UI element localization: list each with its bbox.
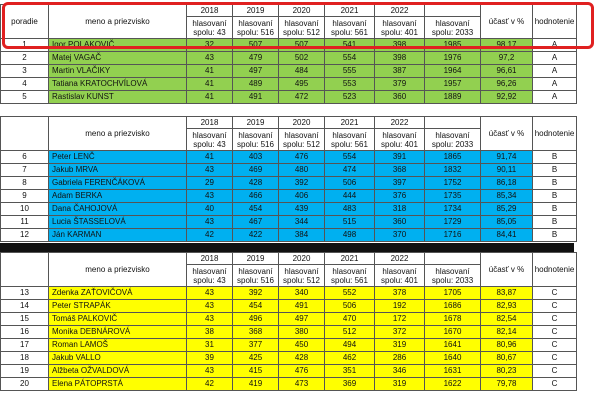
cell-grade: C <box>533 287 577 300</box>
cell-v2021: 506 <box>325 300 375 313</box>
cell-total: 1957 <box>425 78 481 91</box>
table-row <box>1 378 577 391</box>
cell-total: 1865 <box>425 151 481 164</box>
cell-v2021: 541 <box>325 39 375 52</box>
cell-rank: 7 <box>1 164 49 177</box>
cell-v2019: 489 <box>233 78 279 91</box>
cell-total: 1678 <box>425 313 481 326</box>
header-total-blank <box>425 5 481 17</box>
cell-v2022: 172 <box>375 313 425 326</box>
cell-v2019: 403 <box>233 151 279 164</box>
cell-rank: 17 <box>1 339 49 352</box>
header-hlasovani-1: hlasovaní spolu: 43 <box>187 17 233 39</box>
cell-ucast: 86,18 <box>481 177 533 190</box>
cell-grade: A <box>533 65 577 78</box>
header-total-blank <box>425 253 481 265</box>
cell-ucast: 80,67 <box>481 352 533 365</box>
cell-total: 1716 <box>425 229 481 242</box>
table-row <box>1 300 577 313</box>
cell-rank: 14 <box>1 300 49 313</box>
cell-v2018: 41 <box>187 91 233 104</box>
cell-v2021: 351 <box>325 365 375 378</box>
cell-v2018: 39 <box>187 352 233 365</box>
cell-v2020: 406 <box>279 190 325 203</box>
cell-v2018: 38 <box>187 326 233 339</box>
cell-v2020: 480 <box>279 164 325 177</box>
cell-v2020: 497 <box>279 313 325 326</box>
cell-v2019: 496 <box>233 313 279 326</box>
cell-v2021: 444 <box>325 190 375 203</box>
cell-grade: C <box>533 352 577 365</box>
table-row <box>1 287 577 300</box>
header-hlasovani-4: hlasovaní spolu: 561 <box>325 129 375 151</box>
cell-rank: 5 <box>1 91 49 104</box>
header-year-2021: 2021 <box>325 117 375 129</box>
cell-v2018: 42 <box>187 229 233 242</box>
header-hlasovani-3: hlasovaní spolu: 512 <box>279 17 325 39</box>
table-row <box>1 78 577 91</box>
header-year-2019: 2019 <box>233 5 279 17</box>
cell-total: 1976 <box>425 52 481 65</box>
cell-rank: 3 <box>1 65 49 78</box>
cell-v2021: 554 <box>325 52 375 65</box>
table-row <box>1 313 577 326</box>
cell-rank: 8 <box>1 177 49 190</box>
cell-name: Matej VAGAČ <box>49 52 187 65</box>
cell-grade: B <box>533 229 577 242</box>
header-ucast: účasť v % <box>481 117 533 151</box>
cell-v2022: 379 <box>375 78 425 91</box>
cell-grade: C <box>533 313 577 326</box>
cell-grade: A <box>533 91 577 104</box>
cell-v2019: 491 <box>233 91 279 104</box>
cell-ucast: 85,34 <box>481 190 533 203</box>
cell-v2020: 476 <box>279 365 325 378</box>
cell-rank: 9 <box>1 190 49 203</box>
cell-rank: 15 <box>1 313 49 326</box>
table-row <box>1 365 577 378</box>
cell-v2019: 466 <box>233 190 279 203</box>
header-poradie: poradie <box>1 5 49 39</box>
table-group-2 <box>0 116 577 242</box>
cell-total: 1631 <box>425 365 481 378</box>
cell-v2020: 502 <box>279 52 325 65</box>
header-year-2022: 2022 <box>375 117 425 129</box>
cell-rank: 10 <box>1 203 49 216</box>
cell-v2021: 483 <box>325 203 375 216</box>
header-poradie <box>1 117 49 151</box>
cell-total: 1670 <box>425 326 481 339</box>
cell-rank: 4 <box>1 78 49 91</box>
cell-v2019: 425 <box>233 352 279 365</box>
cell-name: Tatiana KRATOCHVÍLOVÁ <box>49 78 187 91</box>
header-hodnotenie: hodnotenie <box>533 5 577 39</box>
header-year-2020: 2020 <box>279 5 325 17</box>
cell-name: Rastislav KUNST <box>49 91 187 104</box>
cell-v2022: 360 <box>375 216 425 229</box>
cell-ucast: 83,87 <box>481 287 533 300</box>
cell-grade: A <box>533 78 577 91</box>
header-year-2020: 2020 <box>279 253 325 265</box>
cell-v2019: 454 <box>233 300 279 313</box>
cell-ucast: 84,41 <box>481 229 533 242</box>
header-meno: meno a priezvisko <box>49 253 187 287</box>
header-meno: meno a priezvisko <box>49 5 187 39</box>
cell-rank: 19 <box>1 365 49 378</box>
cell-rank: 13 <box>1 287 49 300</box>
cell-ucast: 85,05 <box>481 216 533 229</box>
cell-ucast: 79,78 <box>481 378 533 391</box>
cell-v2018: 29 <box>187 177 233 190</box>
cell-v2021: 369 <box>325 378 375 391</box>
cell-v2020: 380 <box>279 326 325 339</box>
cell-name: Jakub VALLO <box>49 352 187 365</box>
table-row <box>1 326 577 339</box>
cell-ucast: 80,96 <box>481 339 533 352</box>
header-hlasovani-2: hlasovaní spolu: 516 <box>233 265 279 287</box>
table-row <box>1 352 577 365</box>
header-year-2021: 2021 <box>325 5 375 17</box>
cell-v2021: 554 <box>325 151 375 164</box>
cell-v2018: 41 <box>187 65 233 78</box>
header-hlasovani-4: hlasovaní spolu: 561 <box>325 17 375 39</box>
cell-v2022: 391 <box>375 151 425 164</box>
cell-v2022: 346 <box>375 365 425 378</box>
cell-v2021: 470 <box>325 313 375 326</box>
cell-rank: 12 <box>1 229 49 242</box>
header-year-2018: 2018 <box>187 253 233 265</box>
cell-total: 1752 <box>425 177 481 190</box>
header-hlasovani-6: hlasovaní spolu: 2033 <box>425 265 481 287</box>
cell-name: Roman LAMOŠ <box>49 339 187 352</box>
cell-grade: B <box>533 190 577 203</box>
header-hlasovani-4: hlasovaní spolu: 561 <box>325 265 375 287</box>
table-row <box>1 65 577 78</box>
cell-v2020: 476 <box>279 151 325 164</box>
header-year-2022: 2022 <box>375 253 425 265</box>
cell-total: 1985 <box>425 39 481 52</box>
table-row <box>1 91 577 104</box>
cell-v2019: 469 <box>233 164 279 177</box>
header-hodnotenie: hodnotenie <box>533 117 577 151</box>
cell-v2020: 484 <box>279 65 325 78</box>
cell-v2019: 392 <box>233 287 279 300</box>
cell-ucast: 91,74 <box>481 151 533 164</box>
cell-name: Martin VLAČIKY <box>49 65 187 78</box>
cell-v2021: 474 <box>325 164 375 177</box>
header-hlasovani-3: hlasovaní spolu: 512 <box>279 265 325 287</box>
cell-v2022: 368 <box>375 164 425 177</box>
cell-ucast: 82,93 <box>481 300 533 313</box>
cell-v2020: 392 <box>279 177 325 190</box>
cell-total: 1832 <box>425 164 481 177</box>
cell-grade: C <box>533 300 577 313</box>
cell-v2018: 43 <box>187 164 233 177</box>
cell-v2018: 43 <box>187 190 233 203</box>
group-separator <box>0 243 574 252</box>
cell-v2018: 43 <box>187 313 233 326</box>
cell-v2022: 376 <box>375 190 425 203</box>
cell-name: Dana ČAHOJOVÁ <box>49 203 187 216</box>
header-hlasovani-1: hlasovaní spolu: 43 <box>187 129 233 151</box>
header-hlasovani-5: hlasovaní spolu: 401 <box>375 129 425 151</box>
cell-name: Lucia ŠTASSELOVÁ <box>49 216 187 229</box>
table-row <box>1 339 577 352</box>
table-row <box>1 164 577 177</box>
header-year-2019: 2019 <box>233 253 279 265</box>
cell-v2022: 378 <box>375 287 425 300</box>
cell-ucast: 80,23 <box>481 365 533 378</box>
header-hlasovani-3: hlasovaní spolu: 512 <box>279 129 325 151</box>
header-hlasovani-2: hlasovaní spolu: 516 <box>233 17 279 39</box>
table-group-3 <box>0 252 577 391</box>
cell-rank: 20 <box>1 378 49 391</box>
cell-v2018: 32 <box>187 39 233 52</box>
cell-ucast: 98,17 <box>481 39 533 52</box>
cell-ucast: 96,26 <box>481 78 533 91</box>
cell-name: Alžbeta OŽVALDOVÁ <box>49 365 187 378</box>
table-row <box>1 190 577 203</box>
cell-v2019: 497 <box>233 65 279 78</box>
cell-grade: B <box>533 151 577 164</box>
cell-rank: 18 <box>1 352 49 365</box>
cell-v2020: 507 <box>279 39 325 52</box>
cell-v2018: 41 <box>187 151 233 164</box>
cell-ucast: 97,2 <box>481 52 533 65</box>
header-year-2019: 2019 <box>233 117 279 129</box>
cell-v2022: 360 <box>375 91 425 104</box>
header-year-2018: 2018 <box>187 117 233 129</box>
cell-total: 1889 <box>425 91 481 104</box>
cell-total: 1640 <box>425 352 481 365</box>
cell-total: 1729 <box>425 216 481 229</box>
header-poradie <box>1 253 49 287</box>
cell-v2020: 450 <box>279 339 325 352</box>
cell-v2022: 192 <box>375 300 425 313</box>
cell-v2020: 428 <box>279 352 325 365</box>
cell-v2021: 515 <box>325 216 375 229</box>
cell-v2018: 43 <box>187 52 233 65</box>
cell-ucast: 92,92 <box>481 91 533 104</box>
table-row <box>1 151 577 164</box>
cell-total: 1734 <box>425 203 481 216</box>
cell-rank: 6 <box>1 151 49 164</box>
cell-v2018: 42 <box>187 378 233 391</box>
header-year-2022: 2022 <box>375 5 425 17</box>
cell-v2018: 40 <box>187 203 233 216</box>
header-year-2021: 2021 <box>325 253 375 265</box>
cell-v2022: 398 <box>375 52 425 65</box>
cell-v2019: 368 <box>233 326 279 339</box>
cell-v2020: 491 <box>279 300 325 313</box>
table-row <box>1 216 577 229</box>
table-row <box>1 52 577 65</box>
header-hodnotenie: hodnotenie <box>533 253 577 287</box>
cell-name: Elena PÁTOPRSTÁ <box>49 378 187 391</box>
cell-v2020: 495 <box>279 78 325 91</box>
cell-total: 1964 <box>425 65 481 78</box>
cell-v2019: 419 <box>233 378 279 391</box>
cell-grade: B <box>533 177 577 190</box>
cell-v2020: 472 <box>279 91 325 104</box>
cell-v2021: 555 <box>325 65 375 78</box>
header-hlasovani-1: hlasovaní spolu: 43 <box>187 265 233 287</box>
cell-grade: B <box>533 203 577 216</box>
cell-ucast: 96,61 <box>481 65 533 78</box>
cell-v2018: 43 <box>187 216 233 229</box>
cell-v2022: 398 <box>375 39 425 52</box>
cell-v2022: 286 <box>375 352 425 365</box>
cell-total: 1735 <box>425 190 481 203</box>
cell-v2020: 473 <box>279 378 325 391</box>
cell-v2019: 507 <box>233 39 279 52</box>
header-hlasovani-5: hlasovaní spolu: 401 <box>375 17 425 39</box>
cell-v2019: 415 <box>233 365 279 378</box>
header-year-2018: 2018 <box>187 5 233 17</box>
cell-v2021: 462 <box>325 352 375 365</box>
cell-name: Peter LENČ <box>49 151 187 164</box>
cell-v2022: 370 <box>375 229 425 242</box>
cell-v2022: 397 <box>375 177 425 190</box>
cell-name: Tomáš PALKOVIČ <box>49 313 187 326</box>
cell-ucast: 90,11 <box>481 164 533 177</box>
cell-v2020: 384 <box>279 229 325 242</box>
cell-rank: 2 <box>1 52 49 65</box>
cell-v2021: 512 <box>325 326 375 339</box>
cell-v2019: 422 <box>233 229 279 242</box>
cell-name: Adam BERKA <box>49 190 187 203</box>
table-row <box>1 39 577 52</box>
cell-v2019: 479 <box>233 52 279 65</box>
cell-v2022: 319 <box>375 339 425 352</box>
cell-v2021: 553 <box>325 78 375 91</box>
cell-v2021: 506 <box>325 177 375 190</box>
cell-grade: C <box>533 365 577 378</box>
cell-v2022: 387 <box>375 65 425 78</box>
cell-v2021: 498 <box>325 229 375 242</box>
cell-v2018: 43 <box>187 287 233 300</box>
cell-rank: 1 <box>1 39 49 52</box>
cell-total: 1705 <box>425 287 481 300</box>
cell-name: Peter STRAPÁK <box>49 300 187 313</box>
cell-name: Zdenka ZAŤOVIČOVÁ <box>49 287 187 300</box>
header-ucast: účasť v % <box>481 253 533 287</box>
cell-v2021: 552 <box>325 287 375 300</box>
cell-v2020: 340 <box>279 287 325 300</box>
header-meno: meno a priezvisko <box>49 117 187 151</box>
cell-grade: A <box>533 39 577 52</box>
cell-ucast: 82,14 <box>481 326 533 339</box>
cell-total: 1622 <box>425 378 481 391</box>
cell-v2019: 377 <box>233 339 279 352</box>
cell-v2021: 494 <box>325 339 375 352</box>
cell-name: Ján KARMAN <box>49 229 187 242</box>
table-row <box>1 229 577 242</box>
cell-name: Igor POLAKOVIČ <box>49 39 187 52</box>
header-total-blank <box>425 117 481 129</box>
cell-v2018: 43 <box>187 300 233 313</box>
header-hlasovani-6: hlasovaní spolu: 2033 <box>425 129 481 151</box>
cell-rank: 11 <box>1 216 49 229</box>
table-row <box>1 203 577 216</box>
cell-name: Gabriela FERENČÁKOVÁ <box>49 177 187 190</box>
cell-v2022: 319 <box>375 378 425 391</box>
cell-grade: A <box>533 52 577 65</box>
cell-total: 1686 <box>425 300 481 313</box>
header-hlasovani-2: hlasovaní spolu: 516 <box>233 129 279 151</box>
cell-v2022: 318 <box>375 203 425 216</box>
cell-v2020: 439 <box>279 203 325 216</box>
cell-name: Monika DEBNÁROVÁ <box>49 326 187 339</box>
cell-v2021: 523 <box>325 91 375 104</box>
cell-v2022: 372 <box>375 326 425 339</box>
cell-ucast: 82,54 <box>481 313 533 326</box>
cell-grade: C <box>533 326 577 339</box>
cell-grade: C <box>533 339 577 352</box>
cell-grade: B <box>533 216 577 229</box>
cell-total: 1641 <box>425 339 481 352</box>
cell-v2019: 454 <box>233 203 279 216</box>
cell-grade: C <box>533 378 577 391</box>
cell-v2020: 344 <box>279 216 325 229</box>
cell-v2018: 41 <box>187 78 233 91</box>
cell-ucast: 85,29 <box>481 203 533 216</box>
cell-v2019: 428 <box>233 177 279 190</box>
header-hlasovani-6: hlasovaní spolu: 2033 <box>425 17 481 39</box>
table-group-1 <box>0 4 577 104</box>
cell-grade: B <box>533 164 577 177</box>
cell-v2018: 31 <box>187 339 233 352</box>
cell-rank: 16 <box>1 326 49 339</box>
cell-name: Jakub MRVA <box>49 164 187 177</box>
cell-v2019: 467 <box>233 216 279 229</box>
header-ucast: účasť v % <box>481 5 533 39</box>
header-year-2020: 2020 <box>279 117 325 129</box>
header-hlasovani-5: hlasovaní spolu: 401 <box>375 265 425 287</box>
table-row <box>1 177 577 190</box>
cell-v2018: 43 <box>187 365 233 378</box>
